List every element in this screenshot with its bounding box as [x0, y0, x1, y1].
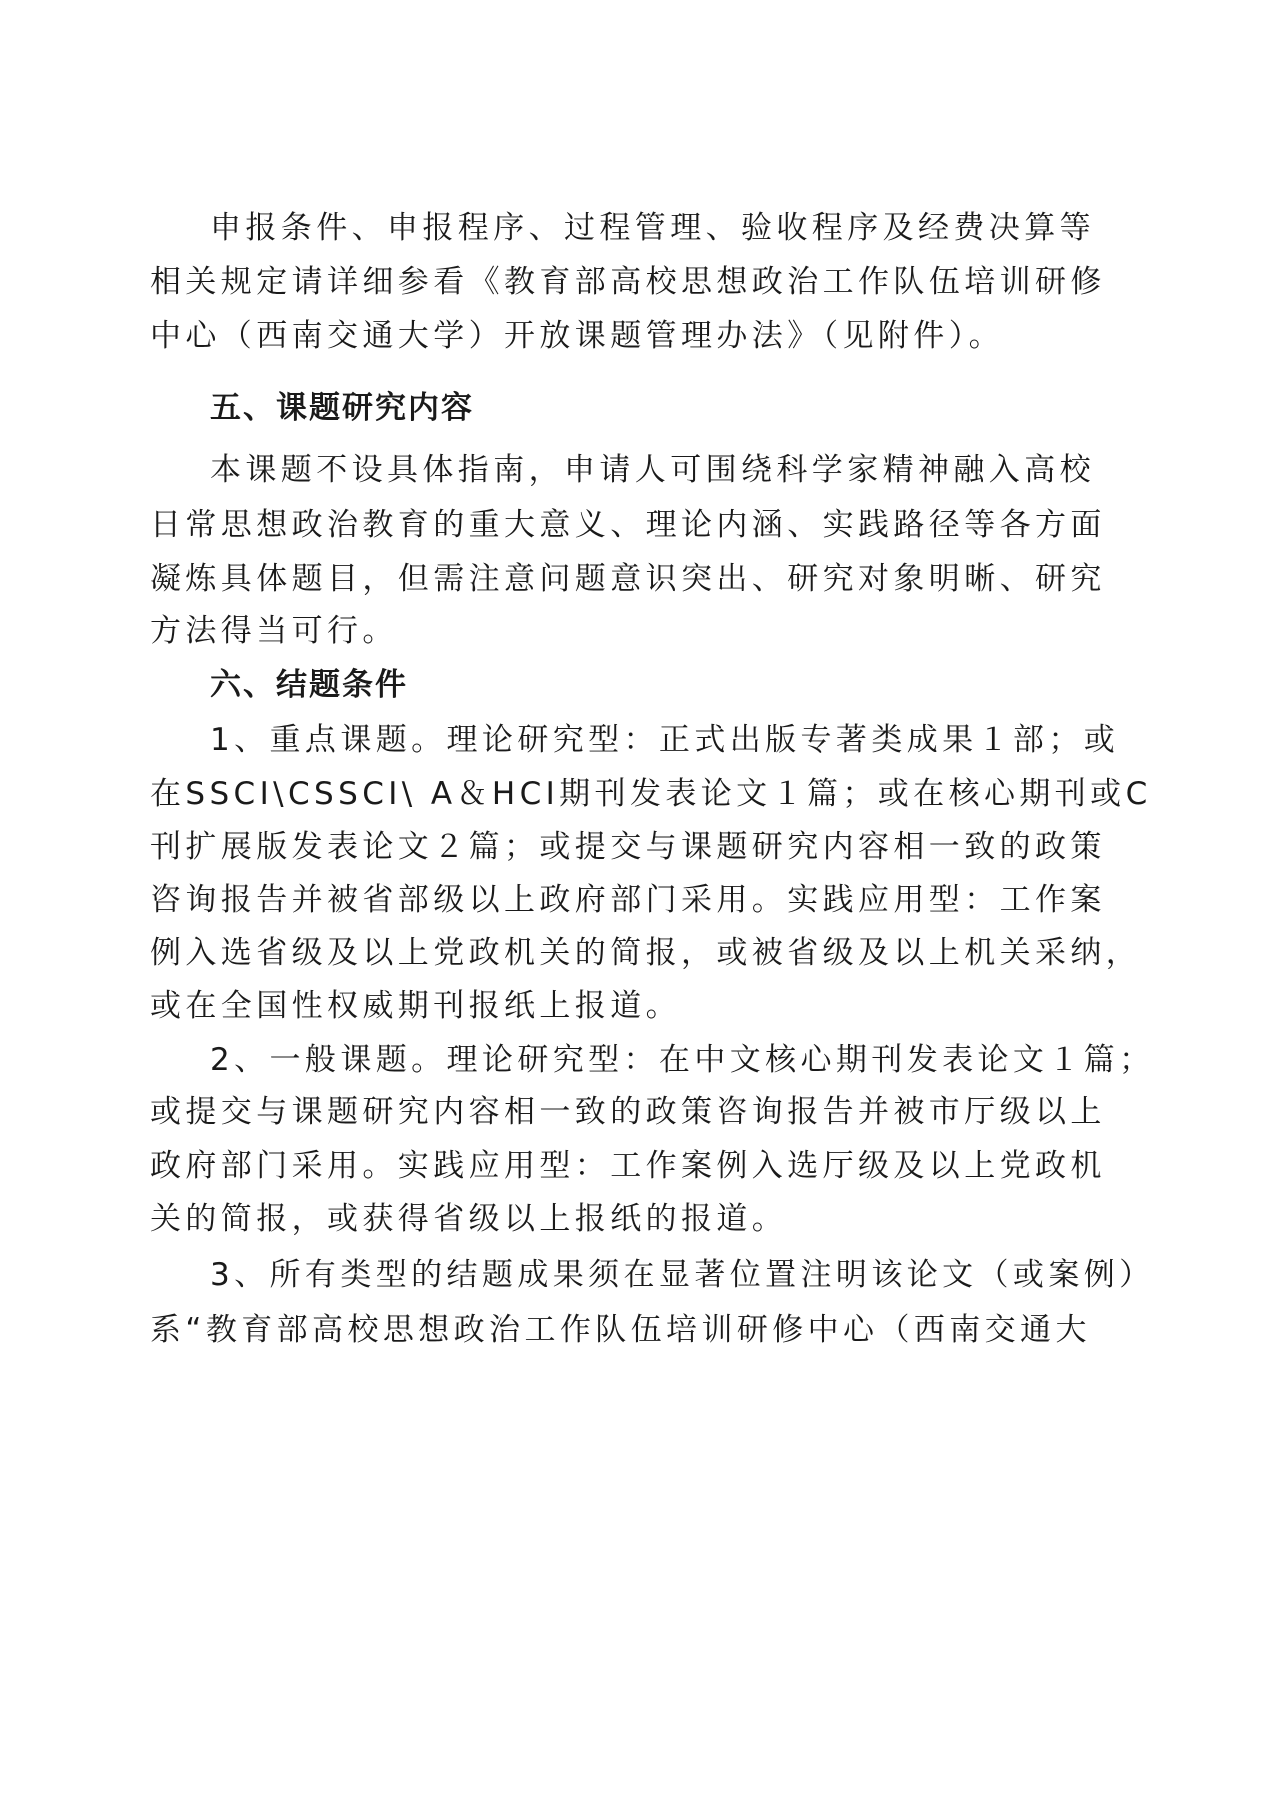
- paragraph-line: 或在全国性权威期刊报纸上报道。: [150, 988, 681, 1024]
- paragraph-line: 申报条件、申报程序、过程管理、验收程序及经费决算等: [210, 210, 1095, 246]
- paragraph-line: 或提交与课题研究内容相一致的政策咨询报告并被市厅级以上: [150, 1094, 1106, 1130]
- paragraph-line: 中心（西南交通大学）开放课题管理办法》（见附件）。: [150, 318, 1004, 354]
- section-heading-five: 五、课题研究内容: [210, 390, 474, 426]
- paragraph-line: 在SSCI\CSSCI\ A＆HCI期刊发表论文１篇；或在核心期刊或C: [150, 776, 1152, 812]
- paragraph-line: 相关规定请详细参看《教育部高校思想政治工作队伍培训研修: [150, 264, 1106, 300]
- paragraph-line: 政府部门采用。实践应用型：工作案例入选厅级及以上党政机: [150, 1148, 1106, 1184]
- paragraph-line: 系“教育部高校思想政治工作队伍培训研修中心（西南交通大: [150, 1312, 1091, 1348]
- section-heading-six: 六、结题条件: [210, 667, 408, 703]
- paragraph-line: 关的简报，或获得省级以上报纸的报道。: [150, 1201, 788, 1237]
- paragraph-line: 方法得当可行。: [150, 613, 398, 649]
- paragraph-line: 1、重点课题。理论研究型：正式出版专著类成果１部；或: [210, 722, 1120, 758]
- paragraph-line: 凝炼具体题目，但需注意问题意识突出、研究对象明晰、研究: [150, 561, 1106, 597]
- paragraph-line: 2、一般课题。理论研究型：在中文核心期刊发表论文１篇；: [210, 1042, 1155, 1078]
- paragraph-line: 3、所有类型的结题成果须在显著位置注明该论文（或案例）: [210, 1257, 1155, 1293]
- paragraph-line: 日常思想政治教育的重大意义、理论内涵、实践路径等各方面: [150, 507, 1106, 543]
- paragraph-line: 刊扩展版发表论文２篇；或提交与课题研究内容相一致的政策: [150, 829, 1106, 865]
- paragraph-line: 咨询报告并被省部级以上政府部门采用。实践应用型：工作案: [150, 882, 1106, 918]
- paragraph-line: 本课题不设具体指南，申请人可围绕科学家精神融入高校: [210, 452, 1095, 488]
- paragraph-line: 例入选省级及以上党政机关的简报，或被省级及以上机关采纳，: [150, 935, 1142, 971]
